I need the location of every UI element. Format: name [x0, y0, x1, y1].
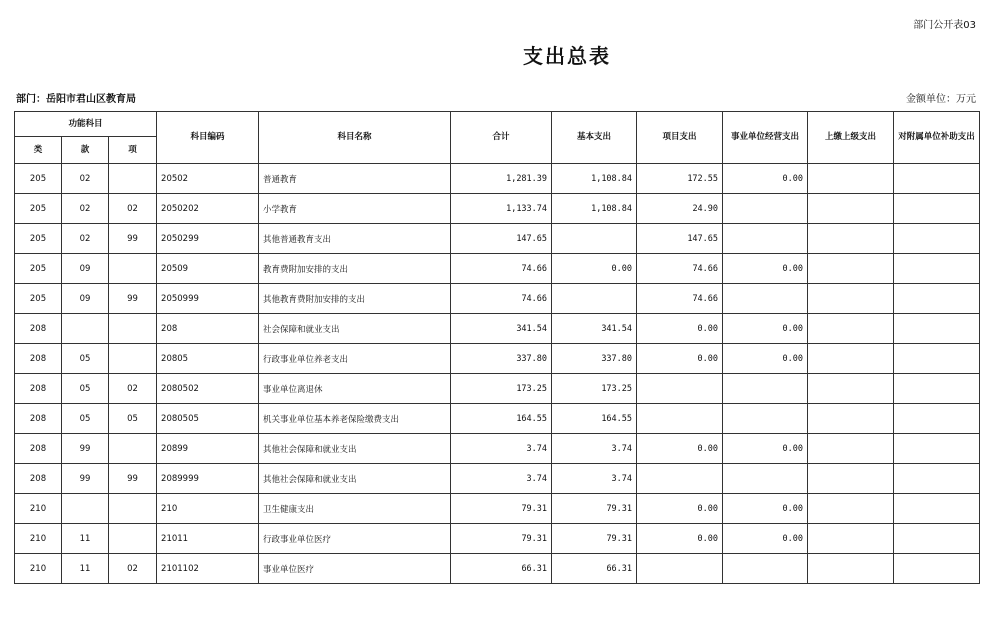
- table-row: [15, 434, 980, 464]
- cell-subsidy-expenditure: [894, 374, 980, 404]
- cell-total: 147.65: [451, 224, 552, 254]
- table-number-label: 部门公开表03: [913, 20, 976, 31]
- cell-lei: 208: [15, 374, 62, 404]
- cell-subject-code: 208: [157, 314, 259, 344]
- cell-subsidy-expenditure: [894, 464, 980, 494]
- cell-kuan: 99: [62, 434, 109, 464]
- cell-subsidy-expenditure: [894, 254, 980, 284]
- cell-total: 1,133.74: [451, 194, 552, 224]
- cell-basic-expenditure: 173.25: [552, 374, 637, 404]
- header-project-expenditure: 项目支出: [637, 112, 723, 164]
- cell-subsidy-expenditure: [894, 194, 980, 224]
- cell-lei: 210: [15, 554, 62, 584]
- cell-lei: 205: [15, 224, 62, 254]
- cell-kuan: 99: [62, 464, 109, 494]
- cell-total: 1,281.39: [451, 164, 552, 194]
- cell-subject-code: 2080502: [157, 374, 259, 404]
- table-row: [15, 164, 980, 194]
- cell-subject-name: 行政事业单位医疗: [259, 524, 451, 554]
- cell-subject-name: 普通教育: [259, 164, 451, 194]
- cell-upper-level-expenditure: [808, 314, 894, 344]
- cell-total: 79.31: [451, 524, 552, 554]
- header-upper-level-expenditure: 上缴上级支出: [808, 112, 894, 164]
- cell-business-expenditure: [723, 224, 808, 254]
- table-row: [15, 224, 980, 254]
- header-function-subject: 功能科目: [15, 112, 157, 137]
- cell-total: 74.66: [451, 284, 552, 314]
- cell-business-expenditure: 0.00: [723, 524, 808, 554]
- cell-subsidy-expenditure: [894, 314, 980, 344]
- cell-kuan: 09: [62, 284, 109, 314]
- cell-project-expenditure: 74.66: [637, 284, 723, 314]
- cell-subject-code: 21011: [157, 524, 259, 554]
- table-row: [15, 194, 980, 224]
- page-title: 支出总表: [523, 44, 611, 68]
- cell-basic-expenditure: 1,108.84: [552, 194, 637, 224]
- cell-xiang: [109, 314, 157, 344]
- header-lei: 类: [15, 137, 62, 164]
- cell-basic-expenditure: 3.74: [552, 434, 637, 464]
- cell-project-expenditure: [637, 374, 723, 404]
- cell-xiang: 02: [109, 194, 157, 224]
- cell-xiang: 02: [109, 374, 157, 404]
- cell-xiang: 99: [109, 224, 157, 254]
- header-business-expenditure: 事业单位经营支出: [723, 112, 808, 164]
- cell-subject-name: 卫生健康支出: [259, 494, 451, 524]
- cell-kuan: 05: [62, 374, 109, 404]
- cell-project-expenditure: 0.00: [637, 494, 723, 524]
- header-kuan: 款: [62, 137, 109, 164]
- cell-upper-level-expenditure: [808, 284, 894, 314]
- cell-subsidy-expenditure: [894, 344, 980, 374]
- cell-lei: 208: [15, 404, 62, 434]
- cell-upper-level-expenditure: [808, 494, 894, 524]
- cell-xiang: 99: [109, 284, 157, 314]
- cell-business-expenditure: [723, 464, 808, 494]
- cell-basic-expenditure: 79.31: [552, 524, 637, 554]
- cell-basic-expenditure: 0.00: [552, 254, 637, 284]
- cell-lei: 205: [15, 194, 62, 224]
- table-row: [15, 374, 980, 404]
- amount-unit-label: 金额单位：万元: [906, 94, 976, 105]
- cell-subject-name: 其他社会保障和就业支出: [259, 434, 451, 464]
- cell-business-expenditure: 0.00: [723, 434, 808, 464]
- cell-xiang: [109, 164, 157, 194]
- cell-upper-level-expenditure: [808, 464, 894, 494]
- table-row: [15, 254, 980, 284]
- department-label: 部门：岳阳市君山区教育局: [16, 94, 136, 105]
- cell-basic-expenditure: 164.55: [552, 404, 637, 434]
- cell-lei: 208: [15, 344, 62, 374]
- header-xiang: 项: [109, 137, 157, 164]
- cell-subject-name: 机关事业单位基本养老保险缴费支出: [259, 404, 451, 434]
- cell-total: 3.74: [451, 434, 552, 464]
- cell-xiang: 02: [109, 554, 157, 584]
- cell-total: 3.74: [451, 464, 552, 494]
- cell-upper-level-expenditure: [808, 524, 894, 554]
- cell-business-expenditure: 0.00: [723, 494, 808, 524]
- cell-xiang: 99: [109, 464, 157, 494]
- table-row: [15, 464, 980, 494]
- table-row: [15, 404, 980, 434]
- cell-basic-expenditure: [552, 284, 637, 314]
- cell-subject-code: 2101102: [157, 554, 259, 584]
- cell-total: 66.31: [451, 554, 552, 584]
- cell-project-expenditure: 0.00: [637, 344, 723, 374]
- cell-subject-name: 事业单位离退休: [259, 374, 451, 404]
- cell-lei: 210: [15, 494, 62, 524]
- cell-kuan: 11: [62, 554, 109, 584]
- table-row: [15, 344, 980, 374]
- cell-xiang: [109, 434, 157, 464]
- header-subject-code: 科目编码: [157, 112, 259, 164]
- cell-subject-code: 2050299: [157, 224, 259, 254]
- cell-kuan: [62, 314, 109, 344]
- table-row: [15, 554, 980, 584]
- cell-kuan: 11: [62, 524, 109, 554]
- cell-subsidy-expenditure: [894, 434, 980, 464]
- cell-business-expenditure: 0.00: [723, 164, 808, 194]
- cell-subject-name: 其他普通教育支出: [259, 224, 451, 254]
- expenditure-table: [14, 111, 980, 584]
- cell-subject-name: 其他社会保障和就业支出: [259, 464, 451, 494]
- cell-upper-level-expenditure: [808, 404, 894, 434]
- cell-xiang: [109, 254, 157, 284]
- cell-lei: 208: [15, 434, 62, 464]
- cell-subject-code: 20509: [157, 254, 259, 284]
- cell-kuan: 02: [62, 194, 109, 224]
- cell-project-expenditure: [637, 464, 723, 494]
- cell-business-expenditure: [723, 404, 808, 434]
- cell-upper-level-expenditure: [808, 554, 894, 584]
- cell-basic-expenditure: 1,108.84: [552, 164, 637, 194]
- cell-lei: 210: [15, 524, 62, 554]
- header-basic-expenditure: 基本支出: [552, 112, 637, 164]
- cell-basic-expenditure: [552, 224, 637, 254]
- cell-subsidy-expenditure: [894, 224, 980, 254]
- table-row: [15, 494, 980, 524]
- cell-project-expenditure: 24.90: [637, 194, 723, 224]
- cell-subsidy-expenditure: [894, 494, 980, 524]
- cell-total: 74.66: [451, 254, 552, 284]
- header-total: 合计: [451, 112, 552, 164]
- cell-upper-level-expenditure: [808, 164, 894, 194]
- cell-project-expenditure: 147.65: [637, 224, 723, 254]
- cell-basic-expenditure: 3.74: [552, 464, 637, 494]
- cell-lei: 208: [15, 464, 62, 494]
- cell-business-expenditure: [723, 374, 808, 404]
- cell-subject-name: 社会保障和就业支出: [259, 314, 451, 344]
- cell-subsidy-expenditure: [894, 284, 980, 314]
- cell-upper-level-expenditure: [808, 344, 894, 374]
- table-row: [15, 284, 980, 314]
- cell-xiang: [109, 494, 157, 524]
- cell-business-expenditure: 0.00: [723, 314, 808, 344]
- cell-subject-code: 2080505: [157, 404, 259, 434]
- cell-upper-level-expenditure: [808, 224, 894, 254]
- cell-project-expenditure: 0.00: [637, 434, 723, 464]
- cell-project-expenditure: 74.66: [637, 254, 723, 284]
- cell-project-expenditure: 172.55: [637, 164, 723, 194]
- header-subject-name: 科目名称: [259, 112, 451, 164]
- cell-kuan: 02: [62, 224, 109, 254]
- cell-upper-level-expenditure: [808, 434, 894, 464]
- cell-business-expenditure: 0.00: [723, 344, 808, 374]
- cell-subject-name: 行政事业单位养老支出: [259, 344, 451, 374]
- cell-upper-level-expenditure: [808, 254, 894, 284]
- cell-basic-expenditure: 66.31: [552, 554, 637, 584]
- cell-subsidy-expenditure: [894, 404, 980, 434]
- cell-subsidy-expenditure: [894, 524, 980, 554]
- header-subsidy-expenditure: 对附属单位补助支出: [894, 112, 980, 164]
- cell-total: 341.54: [451, 314, 552, 344]
- cell-kuan: 09: [62, 254, 109, 284]
- cell-basic-expenditure: 341.54: [552, 314, 637, 344]
- cell-kuan: 05: [62, 404, 109, 434]
- cell-subject-code: 20805: [157, 344, 259, 374]
- cell-subject-code: 2089999: [157, 464, 259, 494]
- cell-project-expenditure: [637, 554, 723, 584]
- cell-project-expenditure: [637, 404, 723, 434]
- table-row: [15, 524, 980, 554]
- cell-subject-code: 20502: [157, 164, 259, 194]
- cell-subject-name: 小学教育: [259, 194, 451, 224]
- cell-kuan: [62, 494, 109, 524]
- cell-total: 337.80: [451, 344, 552, 374]
- cell-basic-expenditure: 79.31: [552, 494, 637, 524]
- cell-subject-code: 210: [157, 494, 259, 524]
- cell-business-expenditure: [723, 554, 808, 584]
- cell-subject-code: 20899: [157, 434, 259, 464]
- cell-total: 164.55: [451, 404, 552, 434]
- cell-subject-name: 教育费附加安排的支出: [259, 254, 451, 284]
- cell-subject-name: 其他教育费附加安排的支出: [259, 284, 451, 314]
- cell-business-expenditure: [723, 284, 808, 314]
- cell-subject-name: 事业单位医疗: [259, 554, 451, 584]
- cell-business-expenditure: [723, 194, 808, 224]
- cell-upper-level-expenditure: [808, 194, 894, 224]
- cell-basic-expenditure: 337.80: [552, 344, 637, 374]
- cell-project-expenditure: 0.00: [637, 314, 723, 344]
- cell-subsidy-expenditure: [894, 164, 980, 194]
- cell-xiang: [109, 524, 157, 554]
- cell-xiang: 05: [109, 404, 157, 434]
- cell-business-expenditure: 0.00: [723, 254, 808, 284]
- cell-lei: 205: [15, 284, 62, 314]
- cell-project-expenditure: 0.00: [637, 524, 723, 554]
- cell-subsidy-expenditure: [894, 554, 980, 584]
- cell-upper-level-expenditure: [808, 374, 894, 404]
- cell-xiang: [109, 344, 157, 374]
- cell-subject-code: 2050202: [157, 194, 259, 224]
- cell-lei: 205: [15, 164, 62, 194]
- cell-total: 173.25: [451, 374, 552, 404]
- cell-subject-code: 2050999: [157, 284, 259, 314]
- table-row: [15, 314, 980, 344]
- cell-kuan: 05: [62, 344, 109, 374]
- cell-lei: 205: [15, 254, 62, 284]
- cell-total: 79.31: [451, 494, 552, 524]
- cell-kuan: 02: [62, 164, 109, 194]
- cell-lei: 208: [15, 314, 62, 344]
